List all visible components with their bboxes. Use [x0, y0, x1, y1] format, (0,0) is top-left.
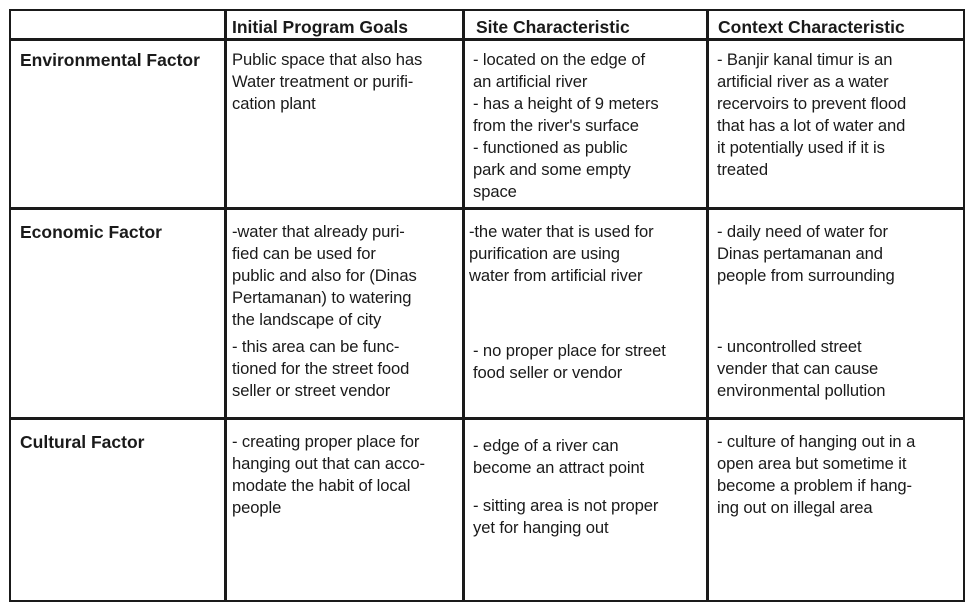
column-divider [224, 11, 227, 600]
cell-cul-site-2: - sitting area is not proper yet for hanging out [473, 496, 659, 537]
cell-eco-site-2: - no proper place for street food seller or vendor [473, 341, 666, 382]
row-label-environmental: Environmental Factor [20, 50, 200, 70]
cell-env-context: - Banjir kanal timur is an artificial river as a water recervoirs to prevent flood that has a lot of water and it potentially used if it is treated [717, 50, 907, 179]
row-divider [11, 207, 963, 210]
cell-cul-goals: - creating proper place for hanging out that can acco- modate the habit of local people [232, 432, 425, 517]
row-divider [11, 38, 963, 41]
cell-cul-site-1: - edge of a river can become an attract point [473, 436, 645, 477]
header-context-characteristic: Context Characteristic [718, 17, 905, 37]
cell-cul-context: - culture of hanging out in a open area but sometime it become a problem if hang- ing out on illegal area [717, 432, 916, 517]
header-site-characteristic: Site Characteristic [476, 17, 630, 37]
column-divider [706, 11, 709, 600]
row-label-economic: Economic Factor [20, 222, 162, 242]
column-divider [462, 11, 465, 600]
cell-eco-goals-1: -water that already puri- fied can be used for public and also for (Dinas Pertamanan) to watering the landscape of city [232, 222, 417, 329]
row-label-cultural: Cultural Factor [20, 432, 145, 452]
cell-eco-context-2: - uncontrolled street vender that can cause environmental pollution [717, 337, 886, 400]
header-initial-program-goals: Initial Program Goals [232, 17, 409, 37]
cell-env-goals: Public space that also has Water treatment or purifi- cation plant [232, 50, 423, 113]
cell-env-site: - located on the edge of an artificial river - has a height of 9 meters from the river's surface - functioned as public park and some empty space [473, 50, 659, 201]
cell-eco-goals-2: - this area can be func- tioned for the street food seller or street vendor [232, 337, 410, 400]
row-divider [11, 417, 963, 420]
cell-eco-context-1: - daily need of water for Dinas pertamanan and people from surrounding [717, 222, 895, 285]
cell-eco-site-1: -the water that is used for purification are using water from artificial river [469, 222, 654, 285]
